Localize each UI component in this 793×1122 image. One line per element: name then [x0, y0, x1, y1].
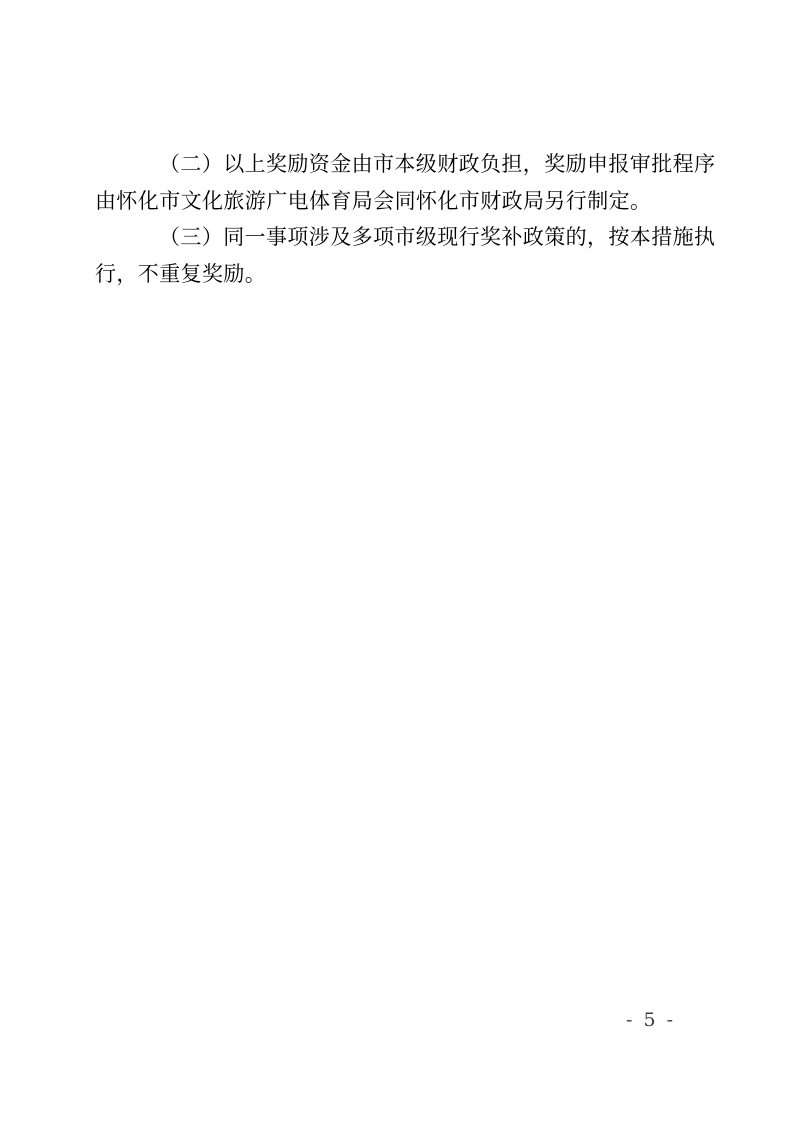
paragraph-line: 行，不重复奖励。: [95, 262, 267, 286]
paragraph: [95, 220, 716, 293]
document-body: [95, 147, 716, 293]
paragraph: [95, 147, 716, 220]
paragraph-line: （三）同一事项涉及多项市级现行奖补政策的，按本措施执: [159, 226, 716, 249]
paragraph-line: 由怀化市文化旅游广电体育局会同怀化市财政局另行制定。: [95, 189, 652, 213]
page-number: - 5 -: [626, 1009, 676, 1031]
paragraph-line: （二）以上奖励资金由市本级财政负担，奖励申报审批程序: [159, 153, 716, 176]
